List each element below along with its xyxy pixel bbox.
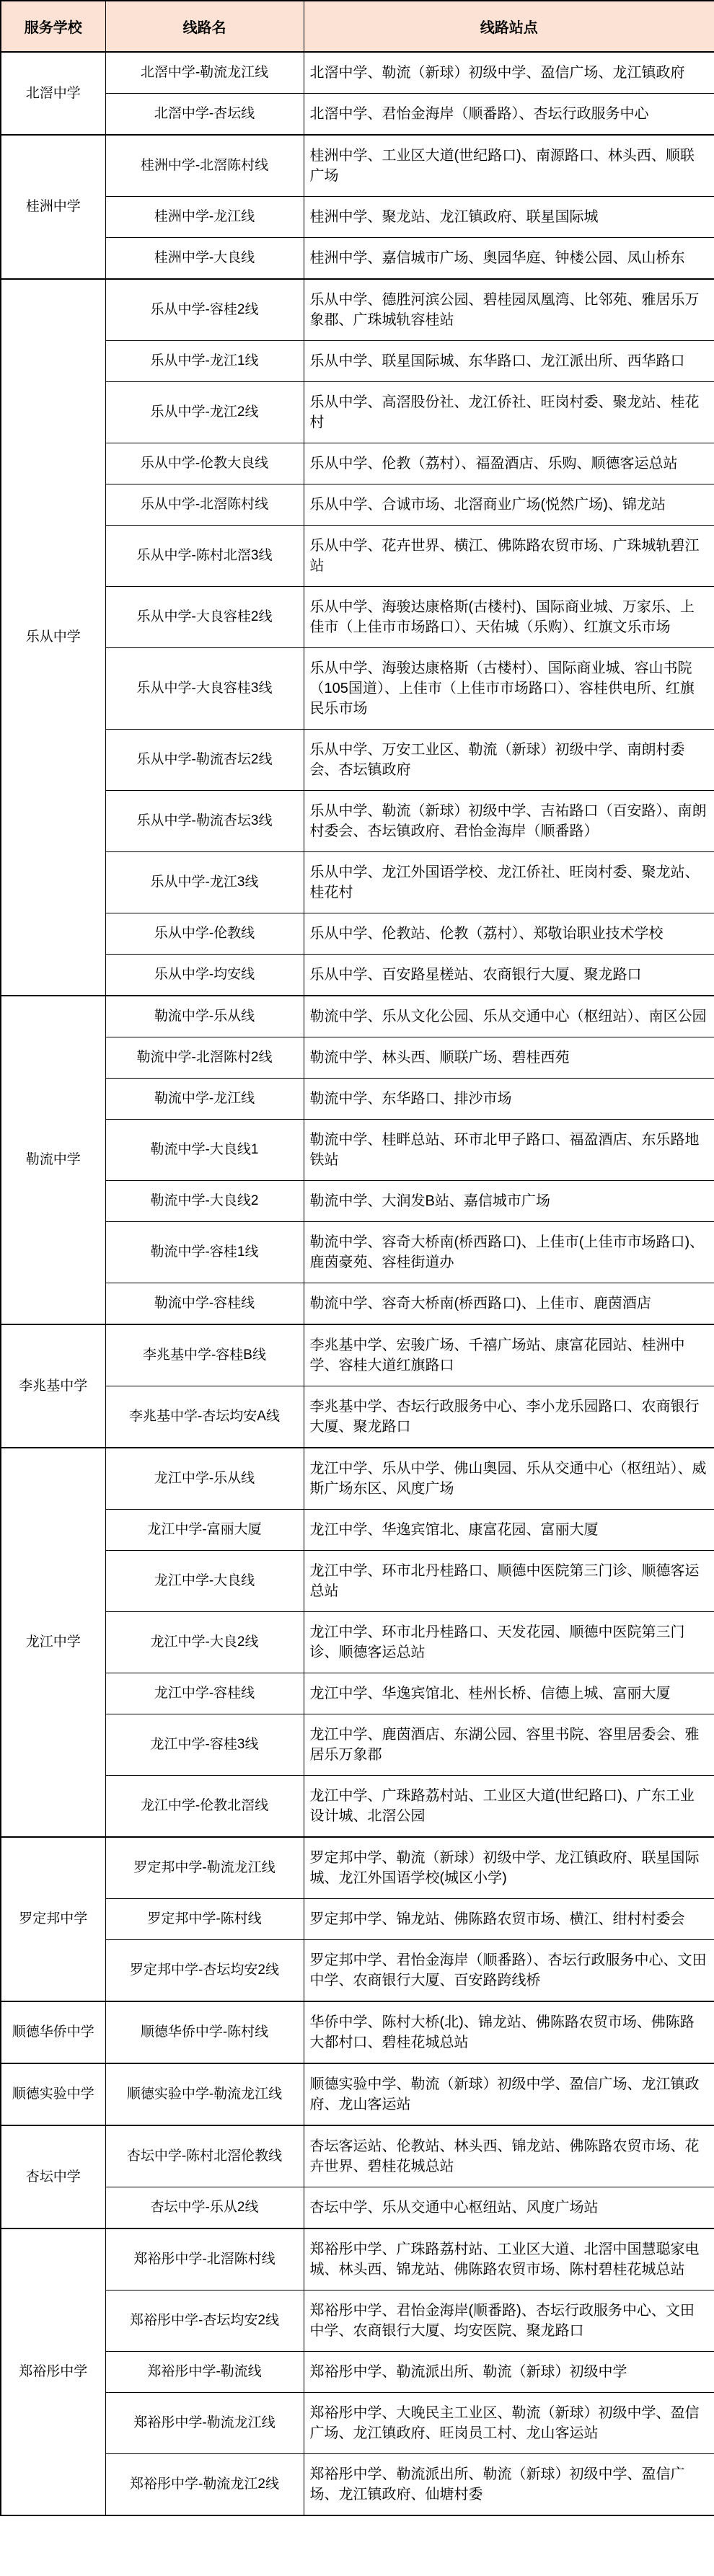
route-stops-cell: 郑裕彤中学、勒流派出所、勒流（新球）初级中学 bbox=[304, 2352, 714, 2393]
route-row bbox=[1, 913, 714, 955]
route-name-cell: 郑裕彤中学-勒流龙江线 bbox=[105, 2393, 304, 2454]
route-name-cell: 北滘中学-杏坛线 bbox=[105, 94, 304, 136]
route-name-cell: 龙江中学-容桂线 bbox=[105, 1673, 304, 1714]
route-stops-cell: 乐从中学、德胜河滨公园、碧桂园凤凰湾、比邻苑、雅居乐万象郡、广珠城轨容桂站 bbox=[304, 279, 714, 341]
route-row bbox=[1, 852, 714, 913]
route-stops-cell: 勒流中学、桂畔总站、环市北甲子路口、福盈酒店、东乐路地铁站 bbox=[304, 1120, 714, 1181]
table-body bbox=[1, 52, 714, 2515]
route-name-cell: 桂洲中学-龙江线 bbox=[105, 197, 304, 238]
route-name-cell: 乐从中学-容桂2线 bbox=[105, 279, 304, 341]
route-name-cell: 李兆基中学-杏坛均安A线 bbox=[105, 1386, 304, 1448]
school-cell: 顺德实验中学 bbox=[1, 2063, 105, 2125]
route-stops-cell: 郑裕彤中学、君怡金海岸(顺番路)、杏坛行政服务中心、文田中学、农商银行大厦、均安医院、聚龙路口 bbox=[304, 2290, 714, 2352]
route-name-cell: 勒流中学-龙江线 bbox=[105, 1079, 304, 1120]
route-row bbox=[1, 238, 714, 280]
route-stops-cell: 龙江中学、乐从中学、佛山奥园、乐从交通中心（枢纽站）、威斯广场东区、风度广场 bbox=[304, 1448, 714, 1510]
route-stops-cell: 乐从中学、高滘股份社、龙江侨社、旺岗村委、聚龙站、桂花村 bbox=[304, 382, 714, 443]
route-row bbox=[1, 2454, 714, 2516]
route-row bbox=[1, 1181, 714, 1222]
route-stops-cell: 乐从中学、伦教站、伦教（荔村）、郑敬诒职业技术学校 bbox=[304, 913, 714, 955]
route-row bbox=[1, 791, 714, 852]
route-row bbox=[1, 2125, 714, 2187]
route-row bbox=[1, 1612, 714, 1673]
route-name-cell: 罗定邦中学-勒流龙江线 bbox=[105, 1837, 304, 1899]
route-stops-cell: 龙江中学、环市北丹桂路口、天发花园、顺德中医院第三门诊、顺德客运总站 bbox=[304, 1612, 714, 1673]
route-row bbox=[1, 1510, 714, 1551]
route-row bbox=[1, 2228, 714, 2290]
route-stops-cell: 勒流中学、东华路口、排沙市场 bbox=[304, 1079, 714, 1120]
route-name-cell: 罗定邦中学-杏坛均安2线 bbox=[105, 1940, 304, 2002]
route-name-cell: 乐从中学-勒流杏坛2线 bbox=[105, 730, 304, 791]
route-row bbox=[1, 1037, 714, 1079]
route-stops-cell: 罗定邦中学、君怡金海岸（顺番路）、杏坛行政服务中心、文田中学、农商银行大厦、百安路跨线桥 bbox=[304, 1940, 714, 2002]
route-name-cell: 龙江中学-大良线 bbox=[105, 1551, 304, 1612]
route-name-cell: 郑裕彤中学-杏坛均安2线 bbox=[105, 2290, 304, 2352]
route-stops-cell: 罗定邦中学、锦龙站、佛陈路农贸市场、横江、绀村村委会 bbox=[304, 1899, 714, 1940]
route-stops-cell: 勒流中学、大润发B站、嘉信城市广场 bbox=[304, 1181, 714, 1222]
route-name-cell: 乐从中学-均安线 bbox=[105, 955, 304, 996]
route-stops-cell: 勒流中学、容奇大桥南(桥西路口)、上佳市(上佳市市场路口)、鹿茵豪苑、容桂街道办 bbox=[304, 1222, 714, 1283]
route-row bbox=[1, 94, 714, 136]
school-cell: 李兆基中学 bbox=[1, 1324, 105, 1448]
route-stops-cell: 龙江中学、鹿茵酒店、东湖公园、容里书院、容里居委会、雅居乐万象郡 bbox=[304, 1714, 714, 1776]
route-row bbox=[1, 197, 714, 238]
route-stops-cell: 龙江中学、广珠路荔村站、工业区大道(世纪路口)、广东工业设计城、北滘公园 bbox=[304, 1776, 714, 1838]
table-header-row bbox=[1, 1, 714, 52]
route-name-cell: 龙江中学-伦教北滘线 bbox=[105, 1776, 304, 1838]
route-name-cell: 郑裕彤中学-勒流龙江2线 bbox=[105, 2454, 304, 2516]
route-stops-cell: 龙江中学、华逸宾馆北、桂州长桥、信德上城、富丽大厦 bbox=[304, 1673, 714, 1714]
route-stops-cell: 乐从中学、联星国际城、东华路口、龙江派出所、西华路口 bbox=[304, 341, 714, 382]
route-row bbox=[1, 341, 714, 382]
route-name-cell: 勒流中学-容桂1线 bbox=[105, 1222, 304, 1283]
route-stops-cell: 华侨中学、陈村大桥(北)、锦龙站、佛陈路农贸市场、佛陈路大都村口、碧桂花城总站 bbox=[304, 2001, 714, 2063]
route-row bbox=[1, 382, 714, 443]
route-row bbox=[1, 279, 714, 341]
route-row bbox=[1, 2352, 714, 2393]
header-cell-route-name: 线路名 bbox=[105, 1, 304, 52]
header-cell-route-stops: 线路站点 bbox=[304, 1, 714, 52]
route-row bbox=[1, 2063, 714, 2125]
route-row bbox=[1, 1448, 714, 1510]
route-row bbox=[1, 2393, 714, 2454]
route-name-cell: 郑裕彤中学-北滘陈村线 bbox=[105, 2228, 304, 2290]
school-cell: 杏坛中学 bbox=[1, 2125, 105, 2228]
route-stops-cell: 乐从中学、龙江外国语学校、龙江侨社、旺岗村委、聚龙站、桂花村 bbox=[304, 852, 714, 913]
route-name-cell: 乐从中学-北滘陈村线 bbox=[105, 484, 304, 526]
route-name-cell: 勒流中学-北滘陈村2线 bbox=[105, 1037, 304, 1079]
school-cell: 勒流中学 bbox=[1, 996, 105, 1324]
route-row bbox=[1, 2001, 714, 2063]
header-cell-school: 服务学校 bbox=[1, 1, 105, 52]
route-row bbox=[1, 648, 714, 730]
route-stops-cell: 乐从中学、花卉世界、横江、佛陈路农贸市场、广珠城轨碧江站 bbox=[304, 526, 714, 587]
route-name-cell: 罗定邦中学-陈村线 bbox=[105, 1899, 304, 1940]
route-row bbox=[1, 1837, 714, 1899]
route-stops-cell: 罗定邦中学、勒流（新球）初级中学、龙江镇政府、联星国际城、龙江外国语学校(城区小学) bbox=[304, 1837, 714, 1899]
route-row bbox=[1, 730, 714, 791]
route-name-cell: 勒流中学-容桂线 bbox=[105, 1283, 304, 1325]
route-name-cell: 龙江中学-富丽大厦 bbox=[105, 1510, 304, 1551]
route-row bbox=[1, 526, 714, 587]
route-row bbox=[1, 1386, 714, 1448]
route-row bbox=[1, 1776, 714, 1838]
route-name-cell: 桂洲中学-大良线 bbox=[105, 238, 304, 280]
route-stops-cell: 乐从中学、海骏达康格斯(古楼村)、国际商业城、万家乐、上佳市（上佳市市场路口）、天佑城（乐购）、红旗文乐市场 bbox=[304, 587, 714, 648]
route-stops-cell: 桂洲中学、工业区大道(世纪路口)、南源路口、林头西、顺联广场 bbox=[304, 135, 714, 197]
route-stops-cell: 勒流中学、林头西、顺联广场、碧桂西苑 bbox=[304, 1037, 714, 1079]
route-stops-cell: 桂洲中学、嘉信城市广场、奥园华庭、钟楼公园、凤山桥东 bbox=[304, 238, 714, 280]
route-stops-cell: 杏坛中学、乐从交通中心枢纽站、风度广场站 bbox=[304, 2187, 714, 2229]
school-cell: 北滘中学 bbox=[1, 52, 105, 135]
route-stops-cell: 乐从中学、勒流（新球）初级中学、吉祐路口（百安路）、南朗村委会、杏坛镇政府、君怡金海岸（顺番路） bbox=[304, 791, 714, 852]
school-cell: 郑裕彤中学 bbox=[1, 2228, 105, 2515]
route-stops-cell: 郑裕彤中学、勒流派出所、勒流（新球）初级中学、盈信广场、龙江镇政府、仙塘村委 bbox=[304, 2454, 714, 2516]
route-stops-cell: 郑裕彤中学、大晚民主工业区、勒流（新球）初级中学、盈信广场、龙江镇政府、旺岗员工村、龙山客运站 bbox=[304, 2393, 714, 2454]
route-row bbox=[1, 1120, 714, 1181]
route-stops-cell: 龙江中学、华逸宾馆北、康富花园、富丽大厦 bbox=[304, 1510, 714, 1551]
route-name-cell: 乐从中学-伦教线 bbox=[105, 913, 304, 955]
route-name-cell: 乐从中学-伦教大良线 bbox=[105, 443, 304, 484]
route-row bbox=[1, 2187, 714, 2229]
route-stops-cell: 杏坛客运站、伦教站、林头西、锦龙站、佛陈路农贸市场、花卉世界、碧桂花城总站 bbox=[304, 2125, 714, 2187]
route-name-cell: 乐从中学-龙江2线 bbox=[105, 382, 304, 443]
route-row bbox=[1, 1324, 714, 1386]
route-stops-cell: 乐从中学、伦教（荔村）、福盈酒店、乐购、顺德客运总站 bbox=[304, 443, 714, 484]
route-stops-cell: 乐从中学、合诚市场、北滘商业广场(悦然广场)、锦龙站 bbox=[304, 484, 714, 526]
route-row bbox=[1, 2290, 714, 2352]
route-stops-cell: 龙江中学、环市北丹桂路口、顺德中医院第三门诊、顺德客运总站 bbox=[304, 1551, 714, 1612]
route-name-cell: 乐从中学-大良容桂2线 bbox=[105, 587, 304, 648]
route-name-cell: 乐从中学-陈村北滘3线 bbox=[105, 526, 304, 587]
route-name-cell: 乐从中学-勒流杏坛3线 bbox=[105, 791, 304, 852]
route-name-cell: 勒流中学-大良线1 bbox=[105, 1120, 304, 1181]
route-name-cell: 杏坛中学-陈村北滘伦教线 bbox=[105, 2125, 304, 2187]
route-name-cell: 龙江中学-容桂3线 bbox=[105, 1714, 304, 1776]
route-stops-cell: 顺德实验中学、勒流（新球）初级中学、盈信广场、龙江镇政府、龙山客运站 bbox=[304, 2063, 714, 2125]
school-cell: 龙江中学 bbox=[1, 1448, 105, 1837]
route-stops-cell: 李兆基中学、杏坛行政服务中心、李小龙乐园路口、农商银行大厦、聚龙路口 bbox=[304, 1386, 714, 1448]
route-stops-cell: 乐从中学、海骏达康格斯（古楼村）、国际商业城、容山书院（105国道）、上佳市（上佳市市场路口）、容桂供电所、红旗民乐市场 bbox=[304, 648, 714, 730]
route-stops-cell: 李兆基中学、宏骏广场、千禧广场站、康富花园站、桂洲中学、容桂大道红旗路口 bbox=[304, 1324, 714, 1386]
route-name-cell: 乐从中学-龙江3线 bbox=[105, 852, 304, 913]
route-stops-cell: 乐从中学、万安工业区、勒流（新球）初级中学、南朗村委会、杏坛镇政府 bbox=[304, 730, 714, 791]
route-name-cell: 龙江中学-大良2线 bbox=[105, 1612, 304, 1673]
route-name-cell: 勒流中学-乐从线 bbox=[105, 996, 304, 1037]
route-stops-cell: 北滘中学、勒流（新球）初级中学、盈信广场、龙江镇政府 bbox=[304, 52, 714, 94]
route-name-cell: 顺德实验中学-勒流龙江线 bbox=[105, 2063, 304, 2125]
route-stops-cell: 郑裕彤中学、广珠路荔村站、工业区大道、北滘中国慧聪家电城、林头西、锦龙站、佛陈路农贸市场、陈村碧桂花城总站 bbox=[304, 2228, 714, 2290]
route-stops-cell: 乐从中学、百安路星槎站、农商银行大厦、聚龙路口 bbox=[304, 955, 714, 996]
route-row bbox=[1, 955, 714, 996]
route-row bbox=[1, 1899, 714, 1940]
route-row bbox=[1, 1940, 714, 2002]
school-cell: 桂洲中学 bbox=[1, 135, 105, 279]
route-stops-cell: 勒流中学、容奇大桥南(桥西路口)、上佳市、鹿茵酒店 bbox=[304, 1283, 714, 1325]
route-name-cell: 杏坛中学-乐从2线 bbox=[105, 2187, 304, 2229]
route-row bbox=[1, 52, 714, 94]
route-name-cell: 顺德华侨中学-陈村线 bbox=[105, 2001, 304, 2063]
route-row bbox=[1, 443, 714, 484]
route-name-cell: 勒流中学-大良线2 bbox=[105, 1181, 304, 1222]
route-stops-cell: 桂洲中学、聚龙站、龙江镇政府、联星国际城 bbox=[304, 197, 714, 238]
route-name-cell: 郑裕彤中学-勒流线 bbox=[105, 2352, 304, 2393]
route-row bbox=[1, 1714, 714, 1776]
route-row bbox=[1, 1673, 714, 1714]
route-row bbox=[1, 587, 714, 648]
route-name-cell: 李兆基中学-容桂B线 bbox=[105, 1324, 304, 1386]
route-name-cell: 乐从中学-龙江1线 bbox=[105, 341, 304, 382]
school-cell: 乐从中学 bbox=[1, 279, 105, 996]
route-name-cell: 龙江中学-乐从线 bbox=[105, 1448, 304, 1510]
route-name-cell: 桂洲中学-北滘陈村线 bbox=[105, 135, 304, 197]
route-row bbox=[1, 484, 714, 526]
route-name-cell: 乐从中学-大良容桂3线 bbox=[105, 648, 304, 730]
route-stops-cell: 勒流中学、乐从文化公园、乐从交通中心（枢纽站）、南区公园 bbox=[304, 996, 714, 1037]
school-cell: 顺德华侨中学 bbox=[1, 2001, 105, 2063]
route-row bbox=[1, 1079, 714, 1120]
route-row bbox=[1, 1551, 714, 1612]
school-cell: 罗定邦中学 bbox=[1, 1837, 105, 2001]
route-row bbox=[1, 135, 714, 197]
route-row bbox=[1, 1283, 714, 1325]
route-row bbox=[1, 1222, 714, 1283]
route-name-cell: 北滘中学-勒流龙江线 bbox=[105, 52, 304, 94]
route-stops-cell: 北滘中学、君怡金海岸（顺番路）、杏坛行政服务中心 bbox=[304, 94, 714, 136]
route-row bbox=[1, 996, 714, 1037]
